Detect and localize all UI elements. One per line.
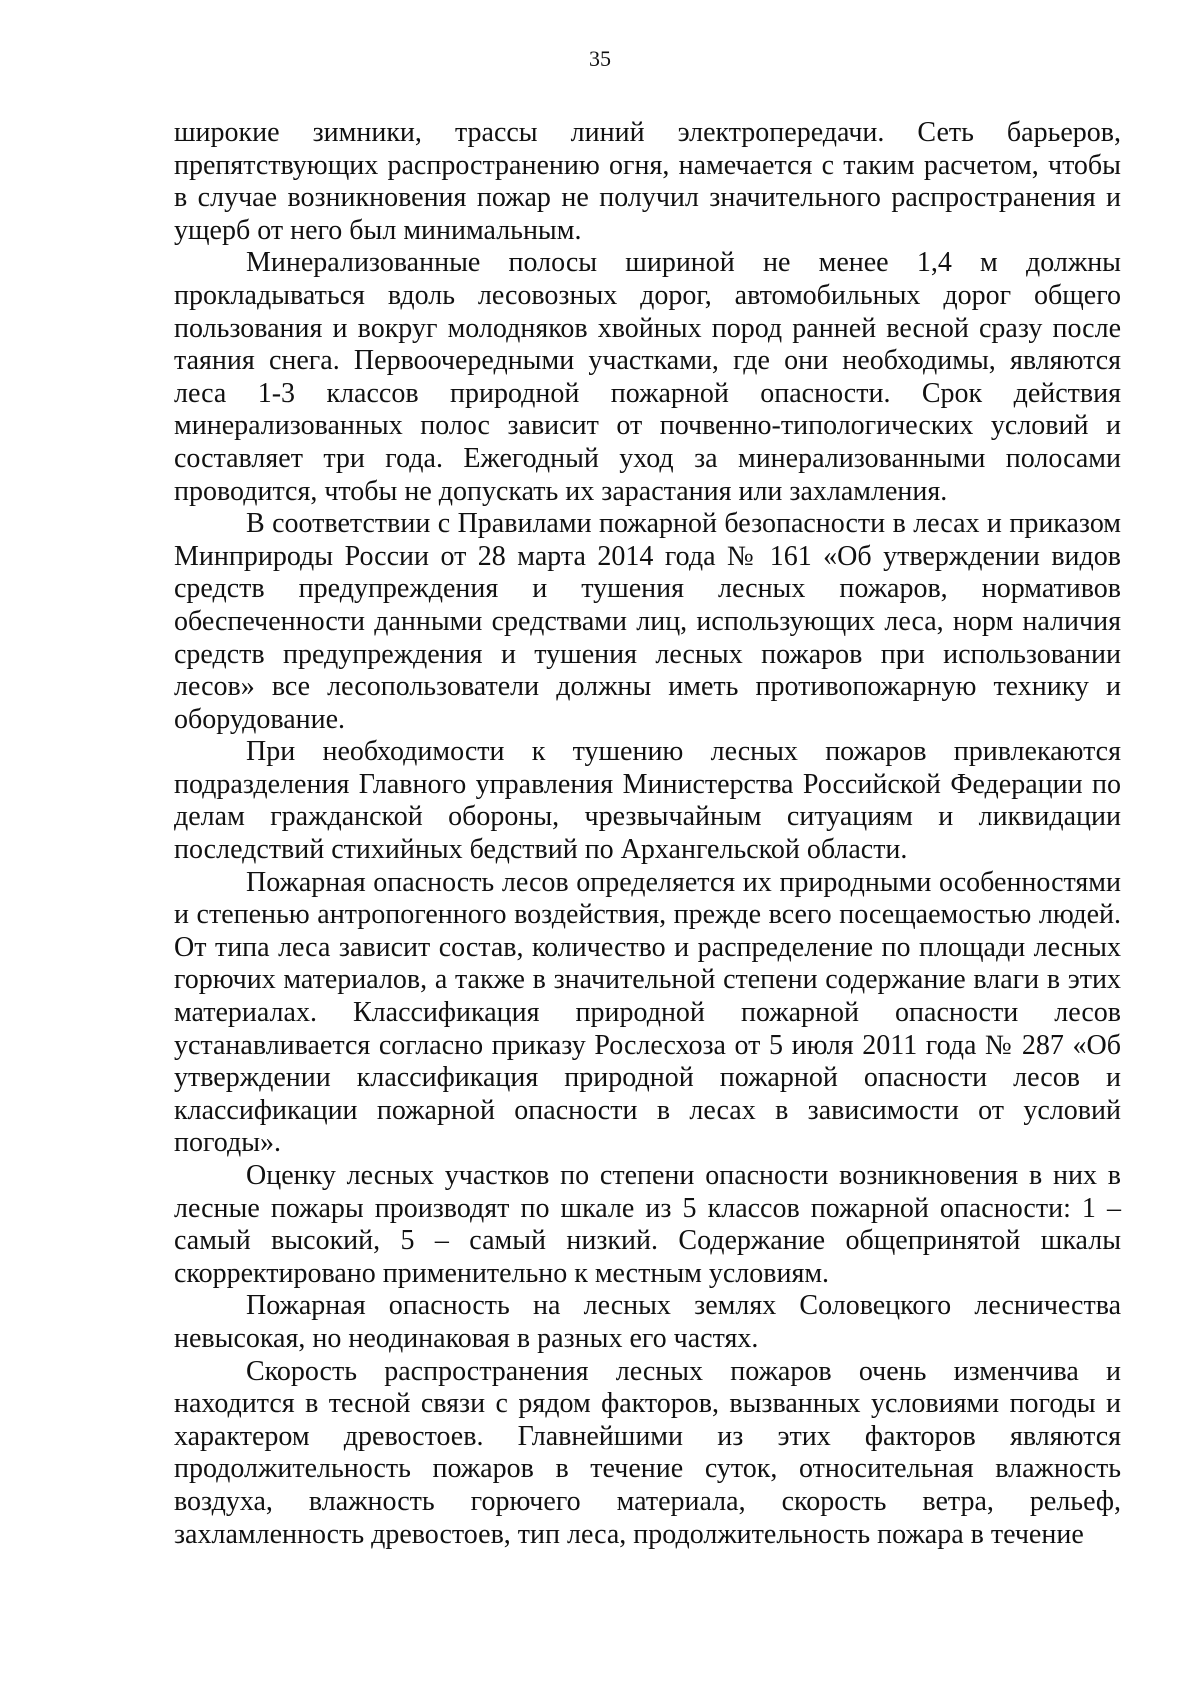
paragraph-1: широкие зимники, трассы линий электропередачи. Сеть барьеров, препятствующих распространению огня, намечается с таким расчетом, чтобы в случае возникновения пожар не получил значительного распространения и ущерб от него был минимальным. xyxy=(174,117,1121,246)
paragraph-2: Минерализованные полосы шириной не менее 1,4 м должны прокладываться вдоль лесовозных дорог, автомобильных дорог общего пользования и вокруг молодняков хвойных пород ранней весной сразу после таяния снега. Первоочередными участками, где они необходимы, являются леса 1-3 классов природной пожарной опасности. Срок действия минерализованных полос зависит от почвенно-типологических условий и составляет три года. Ежегодный уход за минерализованными полосами проводится, чтобы не допускать их зарастания или захламления. xyxy=(174,247,1121,507)
paragraph-7: Пожарная опасность на лесных землях Соловецкого лесничества невысокая, но неодинаковая в разных его частях. xyxy=(174,1290,1121,1354)
paragraph-3: В соответствии с Правилами пожарной безопасности в лесах и приказом Минприроды России от 28 марта 2014 года № 161 «Об утверждении видов средств предупреждения и тушения лесных пожаров, нормативов обеспеченности данными средствами лиц, использующих леса, норм наличия средств предупреждения и тушения лесных пожаров при использовании лесов» все лесопользователи должны иметь противопожарную технику и оборудование. xyxy=(174,508,1121,735)
paragraph-5: Пожарная опасность лесов определяется их природными особенностями и степенью антропогенного воздействия, прежде всего посещаемостью людей. От типа леса зависит состав, количество и распределение по площади лесных горючих материалов, а также в значительной степени содержание влаги в этих материалах. Классификация природной пожарной опасности лесов устанавливается согласно приказу Рослесхоза от 5 июля 2011 года № 287 «Об утверждении классификация природной пожарной опасности лесов и классификации пожарной опасности в лесах в зависимости от условий погоды». xyxy=(174,866,1121,1159)
paragraph-6: Оценку лесных участков по степени опасности возникновения в них в лесные пожары производят по шкале из 5 классов пожарной опасности: 1 – самый высокий, 5 – самый низкий. Содержание общепринятой шкалы скорректировано применительно к местным условиям. xyxy=(174,1160,1121,1289)
page-number: 35 xyxy=(589,46,611,71)
paragraph-8: Скорость распространения лесных пожаров очень изменчива и находится в тесной связи с рядом факторов, вызванных условиями погоды и характером древостоев. Главнейшими из этих факторов являются продолжительность пожаров в течение суток, относительная влажность воздуха, влажность горючего материала, скорость ветра, рельеф, захламленность древостоев, тип леса, продолжительность пожара в течение xyxy=(174,1355,1121,1550)
body-text xyxy=(174,117,1121,1551)
paragraph-4: При необходимости к тушению лесных пожаров привлекаются подразделения Главного управления Министерства Российской Федерации по делам гражданской обороны, чрезвычайным ситуациям и ликвидации последствий стихийных бедствий по Архангельской области. xyxy=(174,736,1121,866)
